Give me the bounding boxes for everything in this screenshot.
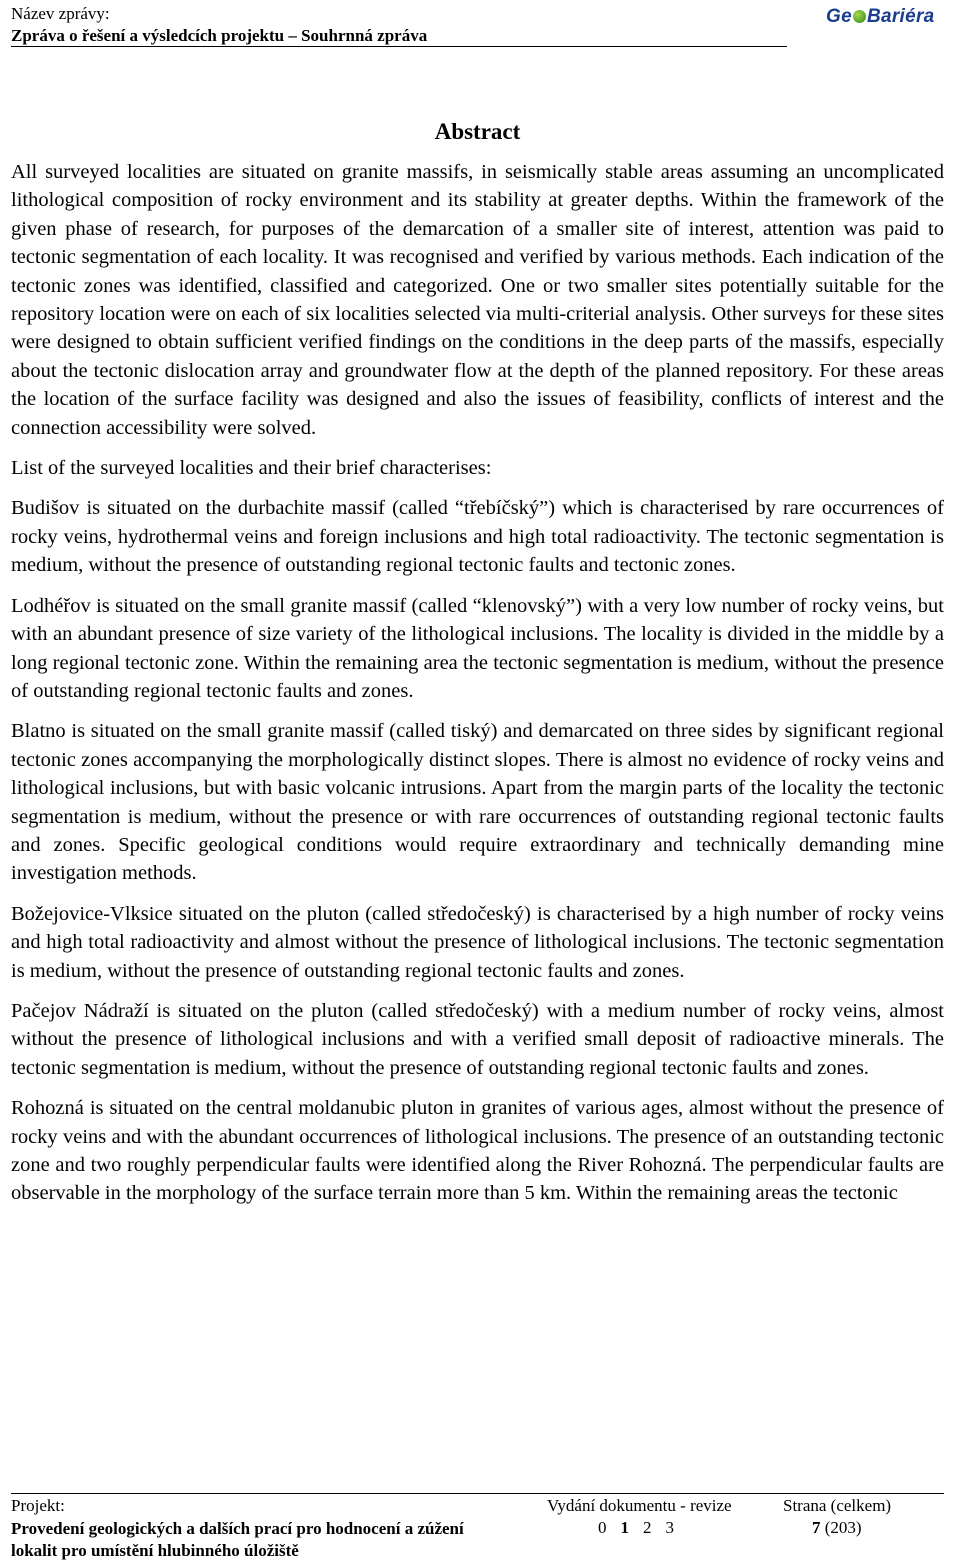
revision-values [598,1518,688,1538]
revision-value-current: 1 [620,1518,629,1537]
document-body [11,118,944,1220]
locality-paragraph-blatno: Blatno is situated on the small granite massif (called tiský) and demarcated on three sides by significant regional tectonic zones accompanying the morphologically distinct slopes. There is almost no evidence of rocky veins and lithological inclusions, but with basic volcanic intrusions. Apart from the margin parts of the locality the tectonic segmentation is medium, without the presence or with rare occurrences of outstanding regional tectonic faults and zones. Specific geological conditions would require extraordinary and technically demanding mine investigation methods. [11,720,944,885]
report-label: Název zprávy: [11,4,110,23]
logo-text-part2: Bariéra [866,6,935,27]
locality-paragraph-pacejov-nadrazi: Pačejov Nádraží is situated on the pluton (called středočeský) with a medium number of rocky veins, almost without the presence of lithological inclusions and with a verified small deposit of radioactive minerals. The tectonic segmentation is medium, without the presence of outstanding regional tectonic faults and zones. [11,999,944,1079]
footer-divider [11,1493,944,1494]
locality-paragraph-budisov: Budišov is situated on the durbachite massif (called “třebíčský”) which is characterised by rare occurrences of rocky veins, hydrothermal veins and foreign inclusions and high total radioactivity. The tectonic segmentation is medium, without the presence of outstanding regional tectonic faults and tectonic zones. [11,497,944,577]
page-number: 7 [812,1518,821,1537]
abstract-heading: Abstract [434,119,521,144]
revision-value: 3 [665,1518,674,1537]
header-divider [11,46,787,47]
project-label: Projekt: [11,1496,65,1515]
revision-value: 0 [598,1518,607,1537]
report-title: Zpráva o řešení a výsledcích projektu – Souhrnná zpráva [11,26,428,45]
localities-list-intro: List of the surveyed localities and their brief characterises: [11,457,492,480]
geobariera-logo [826,6,935,28]
project-name: Provedení geologických a dalších prací pro hodnocení a zúžení lokalit pro umístění hlubinného úložiště [11,1519,464,1560]
page-total: (203) [824,1518,862,1537]
page-count-label: Strana (celkem) [783,1496,892,1515]
page-count-value [812,1518,862,1538]
locality-paragraph-rohozna: Rohozná is situated on the central moldanubic pluton in granites of various ages, almost without the presence of rocky veins and with the abundant occurrences of lithological inclusions. The presence of an outstanding tectonic zone and two roughly perpendicular faults were identified along the River Rohozná. The perpendicular faults are observable in the morphology of the surface terrain more than 5 km. Within the remaining areas the tectonic [11,1097,944,1205]
revision-value: 2 [643,1518,652,1537]
logo-text-part1: Ge [826,6,852,27]
globe-icon [853,10,866,23]
page-footer [0,1488,960,1561]
page-header [0,0,960,48]
revision-label: Vydání dokumentu - revize [547,1496,732,1515]
locality-paragraph-lodherov: Lodhéřov is situated on the small granite massif (called “klenovský”) with a very low number of rocky veins, but with an abundant presence of size variety of the lithological inclusions. The locality is divided in the middle by a long regional tectonic zone. Within the remaining area the tectonic segmentation is medium, without the presence of outstanding regional tectonic faults and zones. [11,594,944,702]
locality-paragraph-bozejovice-vlksice: Božejovice-Vlksice situated on the pluton (called středočeský) is characterised by a high number of rocky veins and high total radioactivity and almost without the presence of lithological inclusions. The tectonic segmentation is medium, without the presence of outstanding regional tectonic faults and zones. [11,902,944,982]
abstract-intro-paragraph: All surveyed localities are situated on granite massifs, in seismically stable areas assuming an uncomplicated lithological composition of rocky environment and its stability at greater depths. Within the framework of the given phase of research, for purposes of the demarcation of a smaller site of interest, attention was paid to tectonic segmentation of each locality. It was recognised and verified by various methods. Each indication of the tectonic zones was identified, classified and categorized. One or two smaller sites potentially suitable for the repository location were on each of six localities selected via multi-criterial analysis. Other surveys for these sites were designed to obtain sufficient verified findings on the conditions in the deep parts of the massifs, especially about the tectonic dislocation array and groundwater flow at the depth of the planned repository. For these areas the location of the surface facility was designed and also the issues of feasibility, conflicts of interest and the connection accessibility were solved. [11,161,944,439]
